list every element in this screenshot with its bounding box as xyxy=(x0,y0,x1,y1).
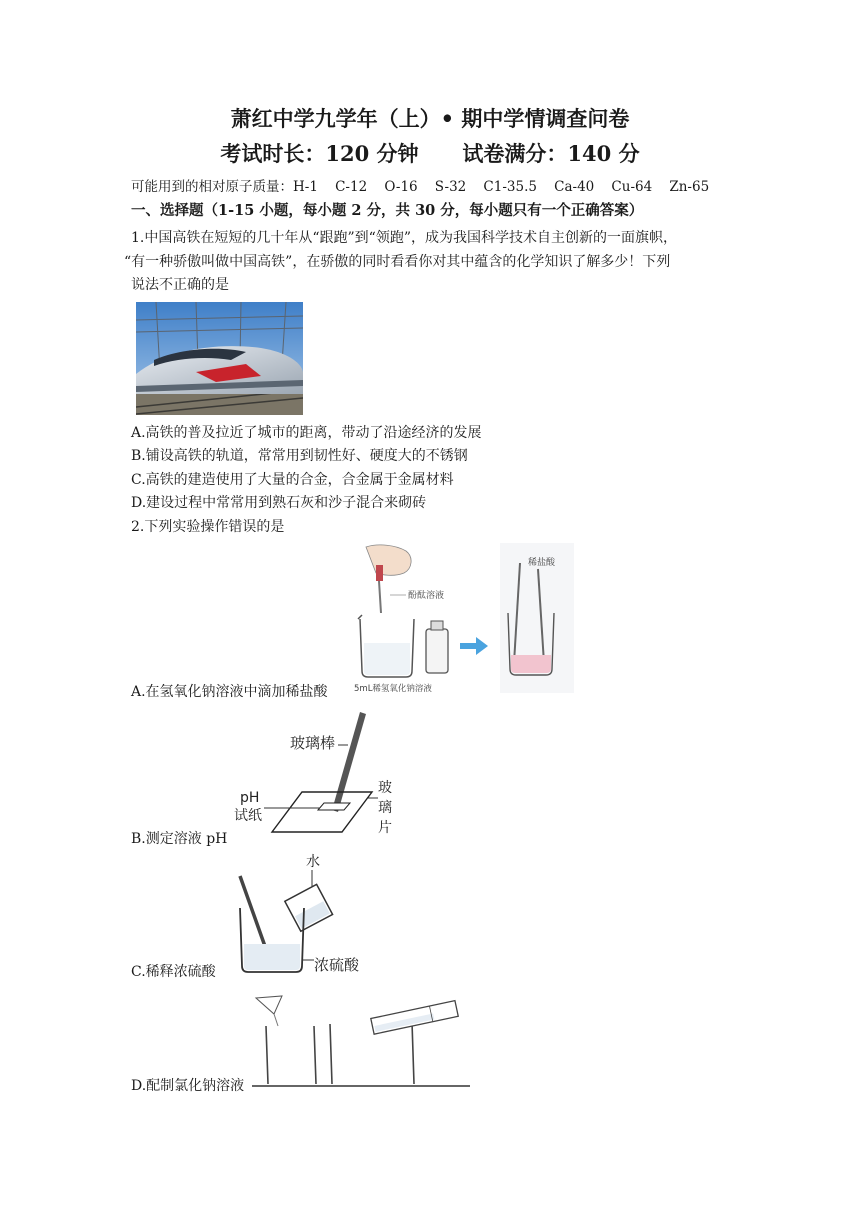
q2-option-b: B.测定溶液 pH xyxy=(131,831,228,847)
atomic-masses: 可能用到的相对原子质量：H-1 C-12 O-16 S-32 C1-35.5 Ca-40 Cu-64 Zn-65 xyxy=(131,179,710,195)
figure-c xyxy=(232,848,372,976)
q1-stem-line1: 1.中国高铁在短短的几十年从“跟跑”到“领跑”，成为我国科学技术自主创新的一面旗帜， xyxy=(131,230,677,246)
q1-stem-line3: 说法不正确的是 xyxy=(131,277,229,293)
figure-b xyxy=(232,708,407,844)
label-water: 水 xyxy=(306,854,320,870)
q1-option-b: B.铺设高铁的轨道，常常用到韧性好、硬度大的不锈钢 xyxy=(131,448,468,464)
label-ph-1: pH xyxy=(240,790,260,806)
label-glass-3: 片 xyxy=(378,820,392,836)
q2-option-c: C.稀释浓硫酸 xyxy=(131,964,216,980)
label-glass-2: 璃 xyxy=(378,800,392,816)
label-glass-1: 玻 xyxy=(378,780,392,796)
label-naoh: 5mL稀氢氧化钠溶液 xyxy=(354,684,432,694)
label-indicator: 酚酞溶液 xyxy=(408,591,445,601)
q1-stem-line2: “有一种骄傲叫做中国高铁”，在骄傲的同时看看你对其中蕴含的化学知识了解多少！下列 xyxy=(124,254,671,270)
train-photo xyxy=(136,302,303,415)
q1-option-a: A.高铁的普及拉近了城市的距离，带动了沿途经济的发展 xyxy=(131,425,482,441)
figure-a xyxy=(348,543,574,699)
q2-stem: 2.下列实验操作错误的是 xyxy=(131,519,285,535)
label-hcl: 稀盐酸 xyxy=(528,558,556,568)
q2-option-d: D.配制氯化钠溶液 xyxy=(131,1078,245,1094)
q1-option-d: D.建设过程中常常用到熟石灰和沙子混合来砌砖 xyxy=(131,495,427,511)
figure-d xyxy=(252,992,470,1092)
q1-option-c: C.高铁的建造使用了大量的合金，合金属于金属材料 xyxy=(131,472,454,488)
page-title: 萧红中学九学年（上）• 期中学情调查问卷 xyxy=(230,106,630,131)
exam-info: 考试时长：120 分钟 试卷满分：140 分 xyxy=(220,141,640,166)
label-rod: 玻璃棒 xyxy=(290,734,336,752)
label-acid: 浓硫酸 xyxy=(314,956,360,974)
section-heading: 一、选择题（1-15 小题，每小题 2 分，共 30 分，每小题只有一个正确答案） xyxy=(131,202,644,219)
q2-option-a: A.在氢氧化钠溶液中滴加稀盐酸 xyxy=(131,684,328,700)
label-ph-2: 试纸 xyxy=(234,808,262,824)
